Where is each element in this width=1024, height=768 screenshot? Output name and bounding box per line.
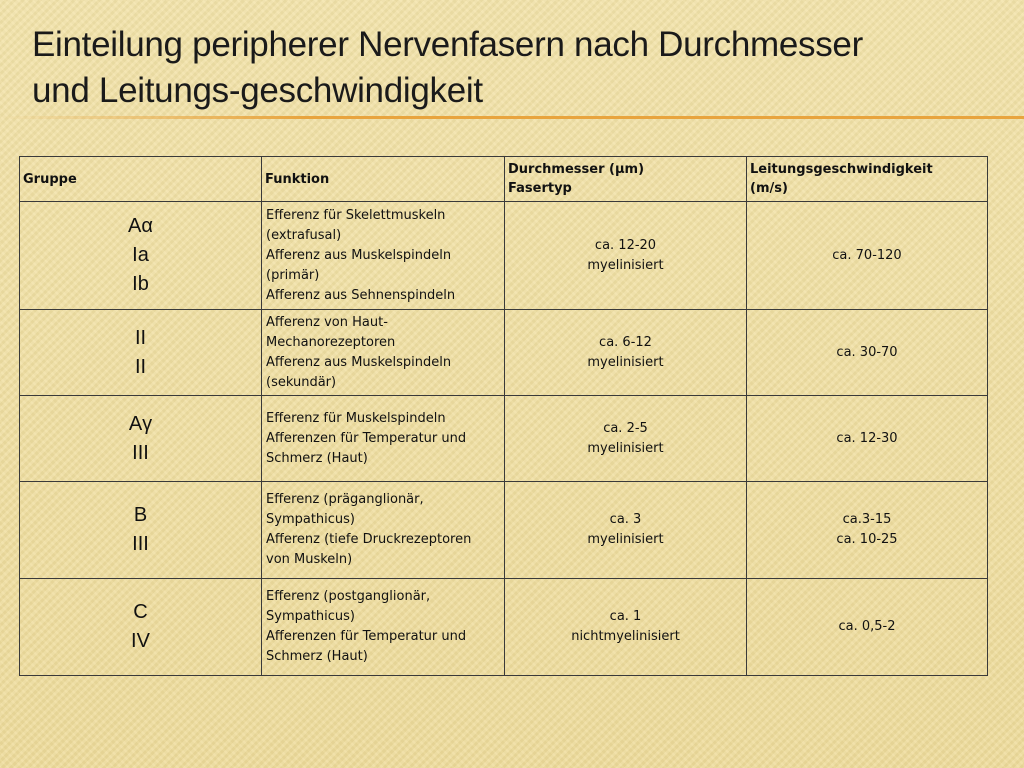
cell-leitung bbox=[747, 310, 988, 396]
slide-title bbox=[32, 22, 992, 114]
gruppe-line: Ia bbox=[132, 244, 149, 266]
leitung-value: ca. 70-120 bbox=[832, 247, 902, 263]
funktion-line: Sympathicus) bbox=[266, 512, 356, 527]
cell-leitung bbox=[747, 396, 988, 482]
header-leitung-line: Leitungsgeschwindigkeit bbox=[750, 162, 933, 177]
leitung-value: ca. 0,5-2 bbox=[838, 619, 896, 634]
funktion-line: Afferenzen für Temperatur und bbox=[266, 629, 467, 644]
durchmesser-value: ca. 12-20 bbox=[594, 237, 657, 253]
table-row bbox=[20, 396, 988, 482]
table-row bbox=[20, 482, 988, 579]
header-leitungsgeschwindigkeit bbox=[747, 157, 988, 202]
durchmesser-value: ca. 1 bbox=[609, 609, 642, 624]
cell-durchmesser bbox=[505, 579, 747, 676]
cell-durchmesser bbox=[505, 482, 747, 579]
durchmesser-value: ca. 3 bbox=[609, 512, 642, 527]
funktion-line: Mechanorezeptoren bbox=[266, 334, 396, 350]
table-row bbox=[20, 310, 988, 396]
durchmesser-value: ca. 2-5 bbox=[603, 420, 648, 436]
cell-gruppe bbox=[20, 482, 262, 579]
cell-durchmesser bbox=[505, 202, 747, 310]
funktion-line: Efferenz (präganglionär, bbox=[266, 492, 424, 507]
gruppe-line: IV bbox=[131, 630, 150, 652]
cell-gruppe bbox=[20, 202, 262, 310]
cell-funktion bbox=[262, 482, 505, 579]
funktion-line: (extrafusal) bbox=[266, 227, 342, 243]
title-divider-rule bbox=[0, 116, 1024, 119]
funktion-line: Schmerz (Haut) bbox=[266, 450, 368, 466]
funktion-line: (sekundär) bbox=[266, 374, 337, 390]
nerve-fiber-table bbox=[19, 156, 988, 676]
fasertyp-value: myelinisiert bbox=[587, 532, 664, 547]
cell-durchmesser bbox=[505, 310, 747, 396]
funktion-line: Afferenz aus Muskelspindeln bbox=[266, 354, 452, 370]
fasertyp-value: myelinisiert bbox=[587, 257, 664, 273]
cell-leitung bbox=[747, 579, 988, 676]
cell-leitung bbox=[747, 202, 988, 310]
cell-gruppe bbox=[20, 579, 262, 676]
funktion-line: Afferenz von Haut- bbox=[266, 314, 388, 330]
cell-funktion bbox=[262, 396, 505, 482]
cell-funktion bbox=[262, 310, 505, 396]
slide-title-line-1: Einteilung peripherer Nervenfasern nach Durchmesser bbox=[32, 25, 863, 64]
fasertyp-value: nichtmyelinisiert bbox=[571, 629, 680, 644]
header-funktion: Funktion bbox=[262, 157, 505, 202]
gruppe-line: II bbox=[134, 326, 147, 349]
slide-title-line-2: und Leitungs-geschwindigkeit bbox=[32, 71, 483, 110]
gruppe-line: B bbox=[133, 504, 148, 526]
durchmesser-value: ca. 6-12 bbox=[599, 334, 652, 350]
funktion-line: (primär) bbox=[266, 267, 320, 283]
gruppe-line: Aγ bbox=[128, 412, 153, 435]
cell-funktion bbox=[262, 202, 505, 310]
cell-durchmesser bbox=[505, 396, 747, 482]
fasertyp-value: myelinisiert bbox=[587, 440, 664, 456]
fasertyp-value: myelinisiert bbox=[587, 354, 664, 370]
gruppe-line: Aα bbox=[128, 215, 153, 237]
funktion-line: Efferenz (postganglionär, bbox=[266, 589, 431, 604]
funktion-line: Afferenz (tiefe Druckrezeptoren bbox=[266, 532, 472, 547]
leitung-value: ca.3-15 bbox=[842, 512, 892, 527]
table-header-row bbox=[20, 157, 988, 202]
funktion-line: Efferenz für Skelettmuskeln bbox=[266, 207, 446, 223]
funktion-line: Afferenz aus Sehnenspindeln bbox=[266, 287, 456, 303]
leitung-value: ca. 30-70 bbox=[836, 344, 898, 360]
table-row bbox=[20, 202, 988, 310]
header-fasertyp-line: Fasertyp bbox=[508, 181, 572, 196]
header-durchmesser bbox=[505, 157, 747, 202]
gruppe-line: III bbox=[132, 441, 149, 464]
cell-funktion bbox=[262, 579, 505, 676]
funktion-line: Efferenz für Muskelspindeln bbox=[266, 410, 446, 426]
header-durchmesser-line: Durchmesser (µm) bbox=[508, 162, 645, 177]
header-leitung-unit-line: (m/s) bbox=[750, 181, 788, 196]
gruppe-line: II bbox=[134, 355, 147, 378]
table-row bbox=[20, 579, 988, 676]
funktion-line: Afferenz aus Muskelspindeln bbox=[266, 247, 452, 263]
cell-gruppe bbox=[20, 396, 262, 482]
funktion-line: Sympathicus) bbox=[266, 609, 356, 624]
gruppe-line: Ib bbox=[132, 273, 149, 295]
funktion-line: Schmerz (Haut) bbox=[266, 649, 368, 664]
leitung-value: ca. 10-25 bbox=[836, 532, 898, 547]
funktion-line: Afferenzen für Temperatur und bbox=[266, 430, 467, 446]
cell-gruppe bbox=[20, 310, 262, 396]
cell-leitung bbox=[747, 482, 988, 579]
funktion-line: von Muskeln) bbox=[266, 552, 353, 567]
gruppe-line: III bbox=[132, 533, 149, 555]
gruppe-line: C bbox=[133, 601, 148, 623]
leitung-value: ca. 12-30 bbox=[836, 430, 898, 446]
header-gruppe: Gruppe bbox=[20, 157, 262, 202]
